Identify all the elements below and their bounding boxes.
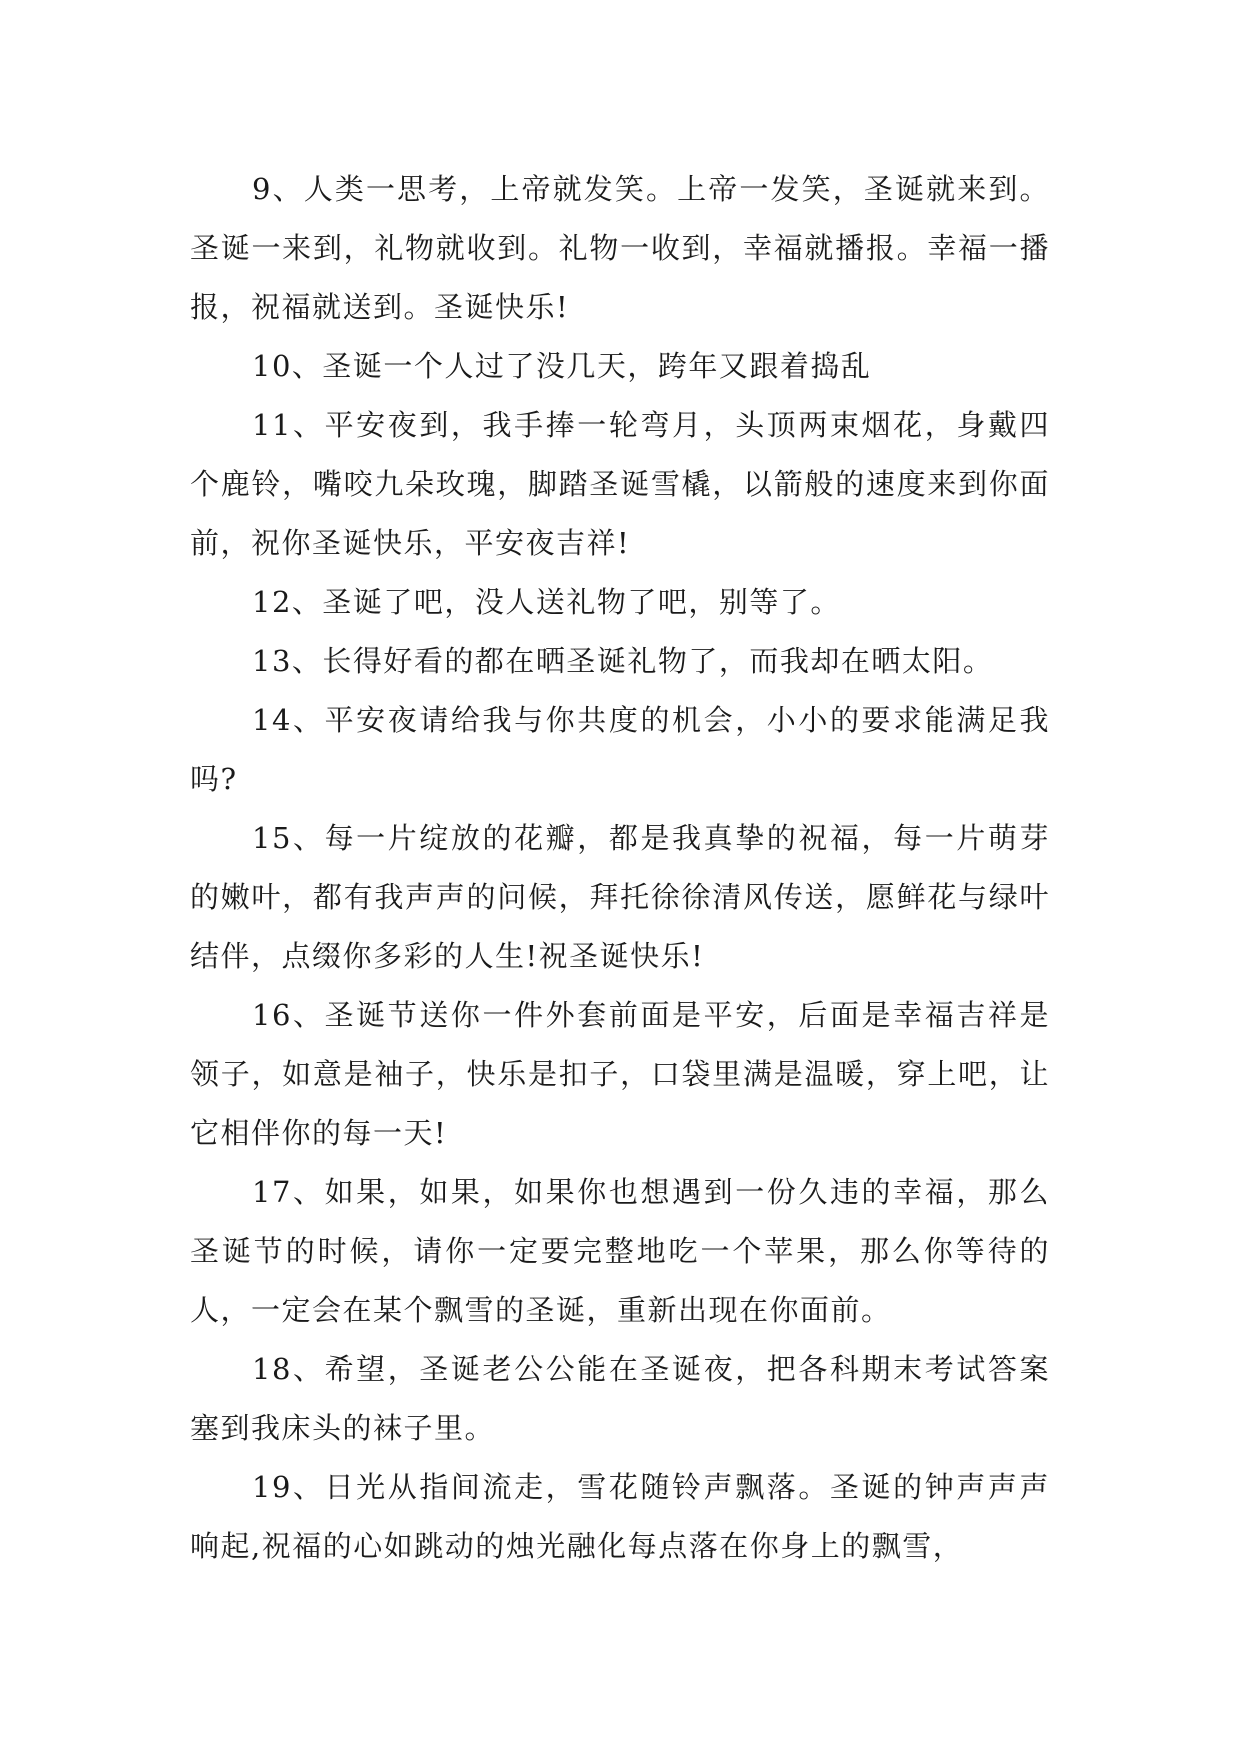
paragraph-14: 14、平安夜请给我与你共度的机会，小小的要求能满足我吗? — [190, 703, 1050, 796]
paragraph-11: 11、平安夜到，我手捧一轮弯月，头顶两束烟花，身戴四个鹿铃，嘴咬九朵玫瑰，脚踏圣诞雪橇，以箭般的速度来到你面前，祝你圣诞快乐，平安夜吉祥! — [190, 408, 1050, 560]
paragraph-12: 12、圣诞了吧，没人送礼物了吧，别等了。 — [252, 585, 841, 619]
paragraph-10: 10、圣诞一个人过了没几天，跨年又跟着捣乱 — [252, 349, 872, 383]
paragraph-13: 13、长得好看的都在晒圣诞礼物了，而我却在晒太阳。 — [252, 644, 994, 678]
paragraph-9: 9、人类一思考，上帝就发笑。上帝一发笑，圣诞就来到。圣诞一来到，礼物就收到。礼物一收到，幸福就播报。幸福一播报，祝福就送到。圣诞快乐! — [190, 172, 1050, 324]
paragraph-15: 15、每一片绽放的花瓣，都是我真挚的祝福，每一片萌芽的嫩叶，都有我声声的问候，拜托徐徐清风传送，愿鲜花与绿叶结伴，点缀你多彩的人生!祝圣诞快乐! — [190, 821, 1050, 973]
paragraph-17: 17、如果，如果，如果你也想遇到一份久违的幸福，那么圣诞节的时候，请你一定要完整地吃一个苹果，那么你等待的人，一定会在某个飘雪的圣诞，重新出现在你面前。 — [190, 1175, 1050, 1327]
document-body — [190, 160, 1050, 1576]
paragraph-19: 19、日光从指间流走，雪花随铃声飘落。圣诞的钟声声声响起,祝福的心如跳动的烛光融化每点落在你身上的飘雪， — [190, 1470, 1050, 1563]
paragraph-16: 16、圣诞节送你一件外套前面是平安，后面是幸福吉祥是领子，如意是袖子，快乐是扣子，口袋里满是温暖，穿上吧，让它相伴你的每一天! — [190, 998, 1050, 1150]
paragraph-18: 18、希望，圣诞老公公能在圣诞夜，把各科期末考试答案塞到我床头的袜子里。 — [190, 1352, 1050, 1445]
